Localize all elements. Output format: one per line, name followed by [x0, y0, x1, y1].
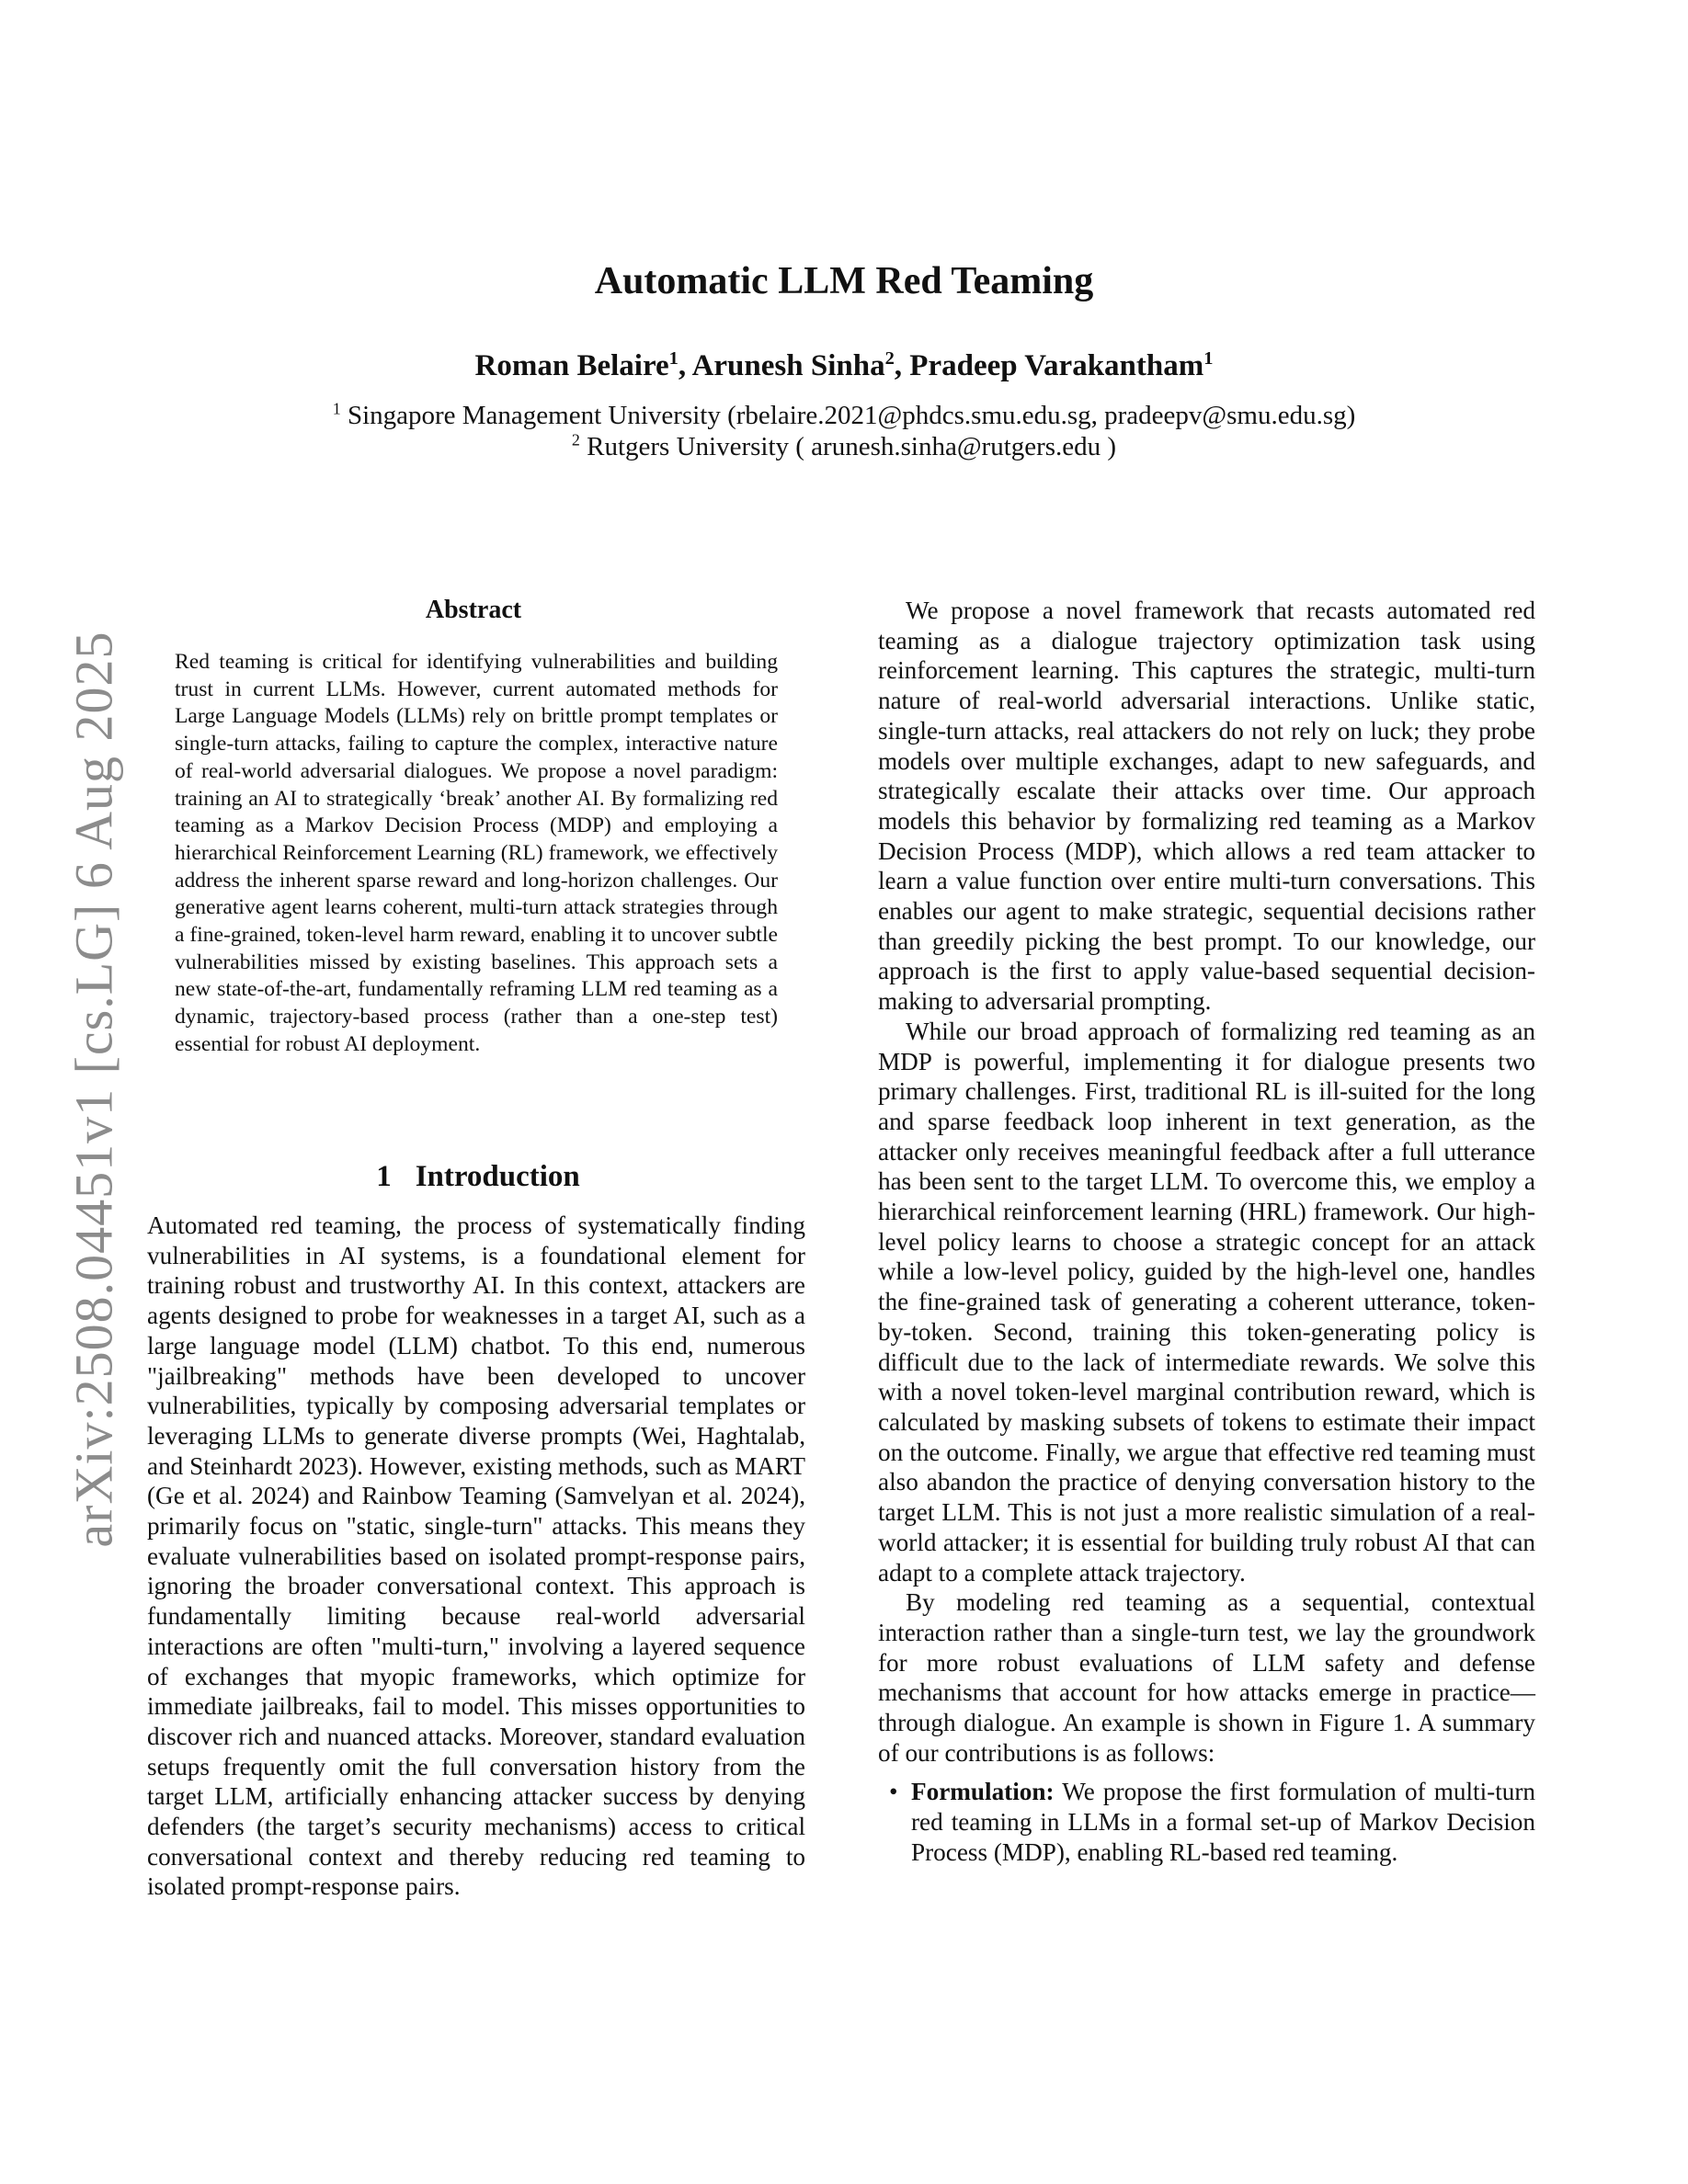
bullet-marker: •	[889, 1778, 898, 1806]
affiliation-mark: 2	[571, 430, 580, 449]
body-paragraph: By modeling red teaming as a sequential, contextual interaction rather than a single-turn test, we lay the groundwork for more robust evaluations of LLM safety and defense mechanisms that account for how attacks emerge in practice—through dialogue. An example is shown in Figure 1. A summary of our contributions is as follows:	[878, 1588, 1535, 1767]
author-name: Arunesh Sinha	[691, 349, 885, 382]
section-heading-introduction	[147, 1160, 809, 1194]
contribution-text: We propose the first formulation of multi-turn red teaming in LLMs in a formal set-up of Markov Decision Process (MDP), enabling RL-based red teaming.	[911, 1778, 1535, 1866]
author-name: Roman Belaire	[474, 349, 669, 382]
affiliation-line	[0, 432, 1688, 462]
contribution-list	[878, 1777, 1535, 1867]
affiliation-text: Singapore Management University (rbelaire.2021@phdcs.smu.edu.sg, pradeepv@smu.edu.sg)	[347, 401, 1356, 430]
paper-title: Automatic LLM Red Teaming	[594, 260, 1094, 302]
affiliation-mark: 1	[332, 399, 341, 418]
contribution-label: Formulation:	[911, 1778, 1055, 1806]
abstract-heading: Abstract	[425, 596, 522, 624]
body-paragraph: We propose a novel framework that recasts automated red teaming as a dialogue trajectory optimization task using reinforcement learning. This captures the strategic, multi-turn nature of real-world adversarial interactions. Unlike static, single-turn attacks, real attackers do not rely on luck; they probe models over multiple exchanges, adapt to new safeguards, and strategically escalate their attacks over time. Our approach models this behavior by formalizing red teaming as a Markov Decision Process (MDP), which allows a red team attacker to learn a value function over entire multi-turn conversations. This enables our agent to make strategic, sequential decisions rather than greedily picking the best prompt. To our knowledge, our approach is the first to apply value-based sequential decision-making to adversarial prompting.	[878, 597, 1535, 1016]
author-list: Roman Belaire$^1$, Arunesh Sinha$^2$, Pradeep Varakantham$^1$	[474, 348, 1214, 382]
arxiv-identifier-margin	[48, 616, 140, 1563]
author-affiliation-mark: 2	[884, 348, 895, 369]
introduction-paragraph: Automated red teaming, the process of systematically finding vulnerabilities in AI systems, is a foundational element for training robust and trustworthy AI. In this context, attackers are agents designed to probe for weaknesses in a target AI, such as a large language model (LLM) chatbot. To this end, numerous "jailbreaking" methods have been developed to uncover vulnerabilities, typically by composing adversarial templates or leveraging LLMs to generate diverse prompts (Wei, Haghtalab, and Steinhardt 2023). However, existing methods, such as MART (Ge et al. 2024) and Rainbow Teaming (Samvelyan et al. 2024), primarily focus on "static, single-turn" attacks. This means they evaluate vulnerabilities based on isolated prompt-response pairs, ignoring the broader conversational context. This approach is fundamentally limiting because real-world adversarial interactions are often "multi-turn," involving a layered sequence of exchanges that myopic frameworks, which optimize for immediate jailbreaks, fail to model. This misses opportunities to discover rich and nuanced attacks. Moreover, standard evaluation setups frequently omit the full conversation history from the target LLM, artificially enhancing attacker success by denying defenders (the target’s security mechanisms) access to critical conversational context and thereby reducing red teaming to isolated prompt-response pairs.	[147, 1211, 805, 1901]
author-affiliation-mark: 1	[668, 348, 679, 369]
author-affiliation-mark: 1	[1203, 348, 1214, 369]
author-name: Pradeep Varakantham	[909, 349, 1204, 382]
section-title: Introduction	[415, 1160, 580, 1193]
affiliation-line	[0, 401, 1688, 431]
affiliation-text: Rutgers University ( arunesh.sinha@rutgers.edu )	[587, 432, 1117, 461]
abstract-body: Red teaming is critical for identifying vulnerabilities and building trust in current LLMs. However, current automated methods for Large Language Models (LLMs) rely on brittle prompt templates or single-turn attacks, failing to capture the complex, interactive nature of real-world adversarial dialogues. We propose a novel paradigm: training an AI to strategically ‘break’ another AI. By formalizing red teaming as a Markov Decision Process (MDP) and employing a hierarchical Reinforcement Learning (RL) framework, we effectively address the inherent sparse reward and long-horizon challenges. Our generative agent learns coherent, multi-turn attack strategies through a fine-grained, token-level harm reward, enabling it to uncover subtle vulnerabilities missed by existing baselines. This approach sets a new state-of-the-art, fundamentally reframing LLM red teaming as a dynamic, trajectory-based process (rather than a one-step test) essential for robust AI deployment.	[175, 650, 778, 1056]
arxiv-identifier: arXiv:2508.04451v1 [cs.LG] 6 Aug 2025	[63, 631, 124, 1548]
contribution-item	[889, 1777, 1535, 1867]
body-paragraph: While our broad approach of formalizing red teaming as an MDP is powerful, implementing it for dialogue presents two primary challenges. First, traditional RL is ill-suited for the long and sparse feedback loop inherent in text generation, as the attacker only receives meaningful feedback after a full utterance has been sent to the target LLM. To overcome this, we employ a hierarchical reinforcement learning (HRL) framework. Our high-level policy learns to choose a strategic concept for an attack while a low-level policy, guided by the high-level one, handles the fine-grained task of generating a coherent utterance, token-by-token. Second, training this token-generating policy is difficult due to the lack of intermediate rewards. We solve this with a novel token-level marginal contribution reward, which is calculated by masking subsets of tokens to estimate their impact on the outcome. Finally, we argue that effective red teaming must also abandon the practice of denying conversation history to the target LLM. This is not just a more realistic simulation of a real-world attacker; it is essential for building truly robust AI that can adapt to a complete attack trajectory.	[878, 1017, 1535, 1587]
right-column	[878, 596, 1535, 1868]
section-number: 1	[376, 1160, 392, 1193]
